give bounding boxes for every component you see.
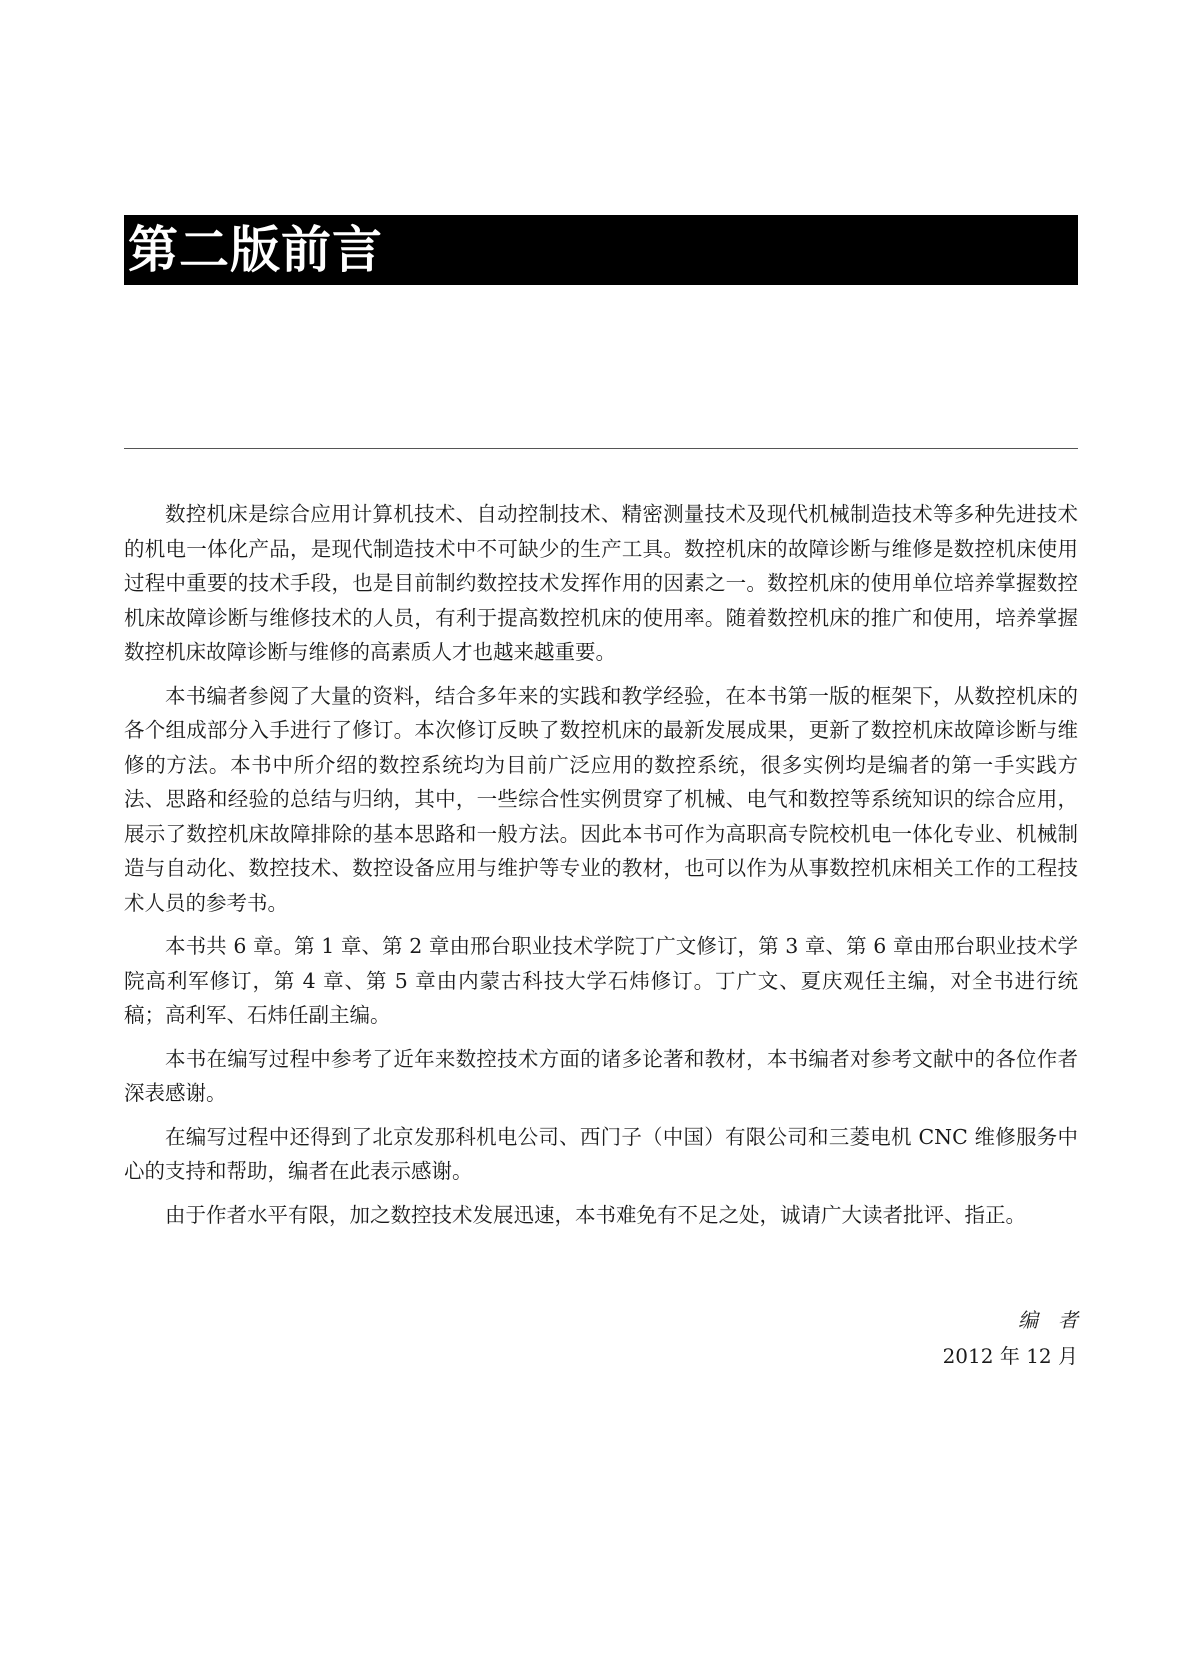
preface-body (124, 497, 1078, 1241)
page-title: 第二版前言 (128, 220, 383, 279)
paragraph: 由于作者水平有限，加之数控技术发展迅速，本书难免有不足之处，诚请广大读者批评、指正。 (165, 1202, 1026, 1227)
paragraph: 本书共 6 章。第 1 章、第 2 章由邢台职业技术学院丁广文修订，第 3 章、第 6 章由邢台职业技术学院高利军修订，第 4 章、第 5 章由内蒙古科技大学石炜修订。丁广文、夏庆观任主编，对全书进行统稿；高利军、石炜任副主编。 (124, 934, 1078, 1027)
signer: 编者 (1018, 1308, 1098, 1332)
paragraph: 本书编者参阅了大量的资料，结合多年来的实践和教学经验，在本书第一版的框架下，从数控机床的各个组成部分入手进行了修订。本次修订反映了数控机床的最新发展成果，更新了数控机床故障诊断与维修的方法。本书中所介绍的数控系统均为目前广泛应用的数控系统，很多实例均是编者的第一手实践方法、思路和经验的总结与归纳，其中，一些综合性实例贯穿了机械、电气和数控等系统知识的综合应用，展示了数控机床故障排除的基本思路和一般方法。因此本书可作为高职高专院校机电一体化专业、机械制造与自动化、数控技术、数控设备应用与维护等专业的教材，也可以作为从事数控机床相关工作的工程技术人员的参考书。 (124, 683, 1078, 915)
paragraph: 本书在编写过程中参考了近年来数控技术方面的诸多论著和教材，本书编者对参考文献中的各位作者深表感谢。 (124, 1046, 1078, 1105)
date: 2012 年 12 月 (942, 1344, 1078, 1368)
signature-block (942, 1302, 1098, 1374)
paragraph: 数控机床是综合应用计算机技术、自动控制技术、精密测量技术及现代机械制造技术等多种先进技术的机电一体化产品，是现代制造技术中不可缺少的生产工具。数控机床的故障诊断与维修是数控机床使用过程中重要的技术手段，也是目前制约数控技术发挥作用的因素之一。数控机床的使用单位培养掌握数控机床故障诊断与维修技术的人员，有利于提高数控机床的使用率。随着数控机床的推广和使用，培养掌握数控机床故障诊断与维修的高素质人才也越来越重要。 (124, 502, 1078, 664)
chapter-title-bar (124, 215, 1078, 285)
horizontal-divider (124, 448, 1078, 449)
paragraph: 在编写过程中还得到了北京发那科机电公司、西门子（中国）有限公司和三菱电机 CNC 维修服务中心的支持和帮助，编者在此表示感谢。 (124, 1124, 1078, 1183)
